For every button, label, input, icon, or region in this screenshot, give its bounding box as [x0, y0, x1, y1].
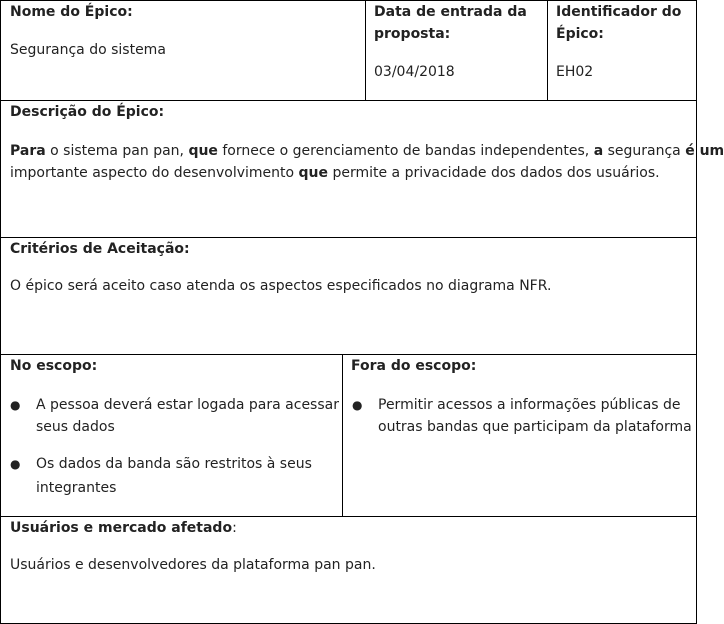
description-label: Descrição do Épico:	[10, 104, 165, 120]
bullet-icon: ●	[10, 398, 21, 412]
epic-id-cell	[547, 0, 697, 101]
description-run: que	[298, 165, 329, 181]
in-scope-item-2-line-1: Os dados da banda são restritos à seus	[36, 456, 312, 472]
epic-id-label-line1: Identificador do	[556, 4, 682, 20]
acceptance-text: O épico será aceito caso atenda os aspectos especificados no diagrama NFR.	[10, 278, 552, 294]
epic-id-label-line2: Épico:	[556, 26, 604, 42]
epic-name-cell	[0, 0, 366, 101]
description-cell	[0, 100, 724, 238]
entry-date-label-line2: proposta:	[374, 26, 451, 42]
in-scope-cell	[0, 354, 343, 517]
out-scope-cell	[342, 354, 697, 517]
description-run: Para	[10, 143, 46, 159]
epic-name-label: Nome do Épico:	[10, 4, 133, 20]
description-run: segurança	[603, 143, 686, 159]
entry-date-label-line1: Data de entrada da	[374, 4, 527, 20]
description-run: que	[188, 143, 218, 159]
bullet-icon: ●	[10, 457, 21, 471]
acceptance-label: Critérios de Aceitação:	[10, 241, 190, 257]
description-run: a	[593, 143, 604, 159]
users-label	[10, 517, 237, 539]
users-label-bold: Usuários e mercado afetado	[10, 520, 233, 536]
users-cell	[0, 516, 697, 624]
out-scope-label: Fora do escopo:	[351, 358, 477, 374]
in-scope-item-1-line-1: A pessoa deverá estar logada para acessar	[36, 397, 339, 413]
entry-date-cell	[365, 0, 548, 101]
acceptance-cell	[0, 237, 697, 355]
out-scope-item-1-line-2: outras bandas que participam da plataforma	[378, 419, 692, 435]
users-text: Usuários e desenvolvedores da plataforma pan pan.	[10, 557, 376, 573]
epic-id-value: EH02	[556, 64, 594, 80]
entry-date-value: 03/04/2018	[374, 64, 455, 80]
description-line-2	[10, 162, 660, 184]
epic-name-value: Segurança do sistema	[10, 42, 166, 58]
description-run: permite a privacidade dos dados dos usuários.	[328, 165, 660, 181]
in-scope-item-1-line-2: seus dados	[36, 419, 115, 435]
in-scope-label: No escopo:	[10, 358, 98, 374]
in-scope-item-2-line-2: integrantes	[36, 480, 117, 496]
description-run: o sistema pan pan,	[45, 143, 189, 159]
description-run: é um	[685, 143, 724, 159]
description-run: fornece o gerenciamento de bandas independentes,	[217, 143, 594, 159]
description-run: importante aspecto do desenvolvimento	[10, 165, 299, 181]
users-label-colon: :	[232, 520, 237, 536]
out-scope-item-1-line-1: Permitir acessos a informações públicas de	[378, 397, 681, 413]
description-line-1	[10, 140, 724, 162]
bullet-icon: ●	[352, 398, 363, 412]
